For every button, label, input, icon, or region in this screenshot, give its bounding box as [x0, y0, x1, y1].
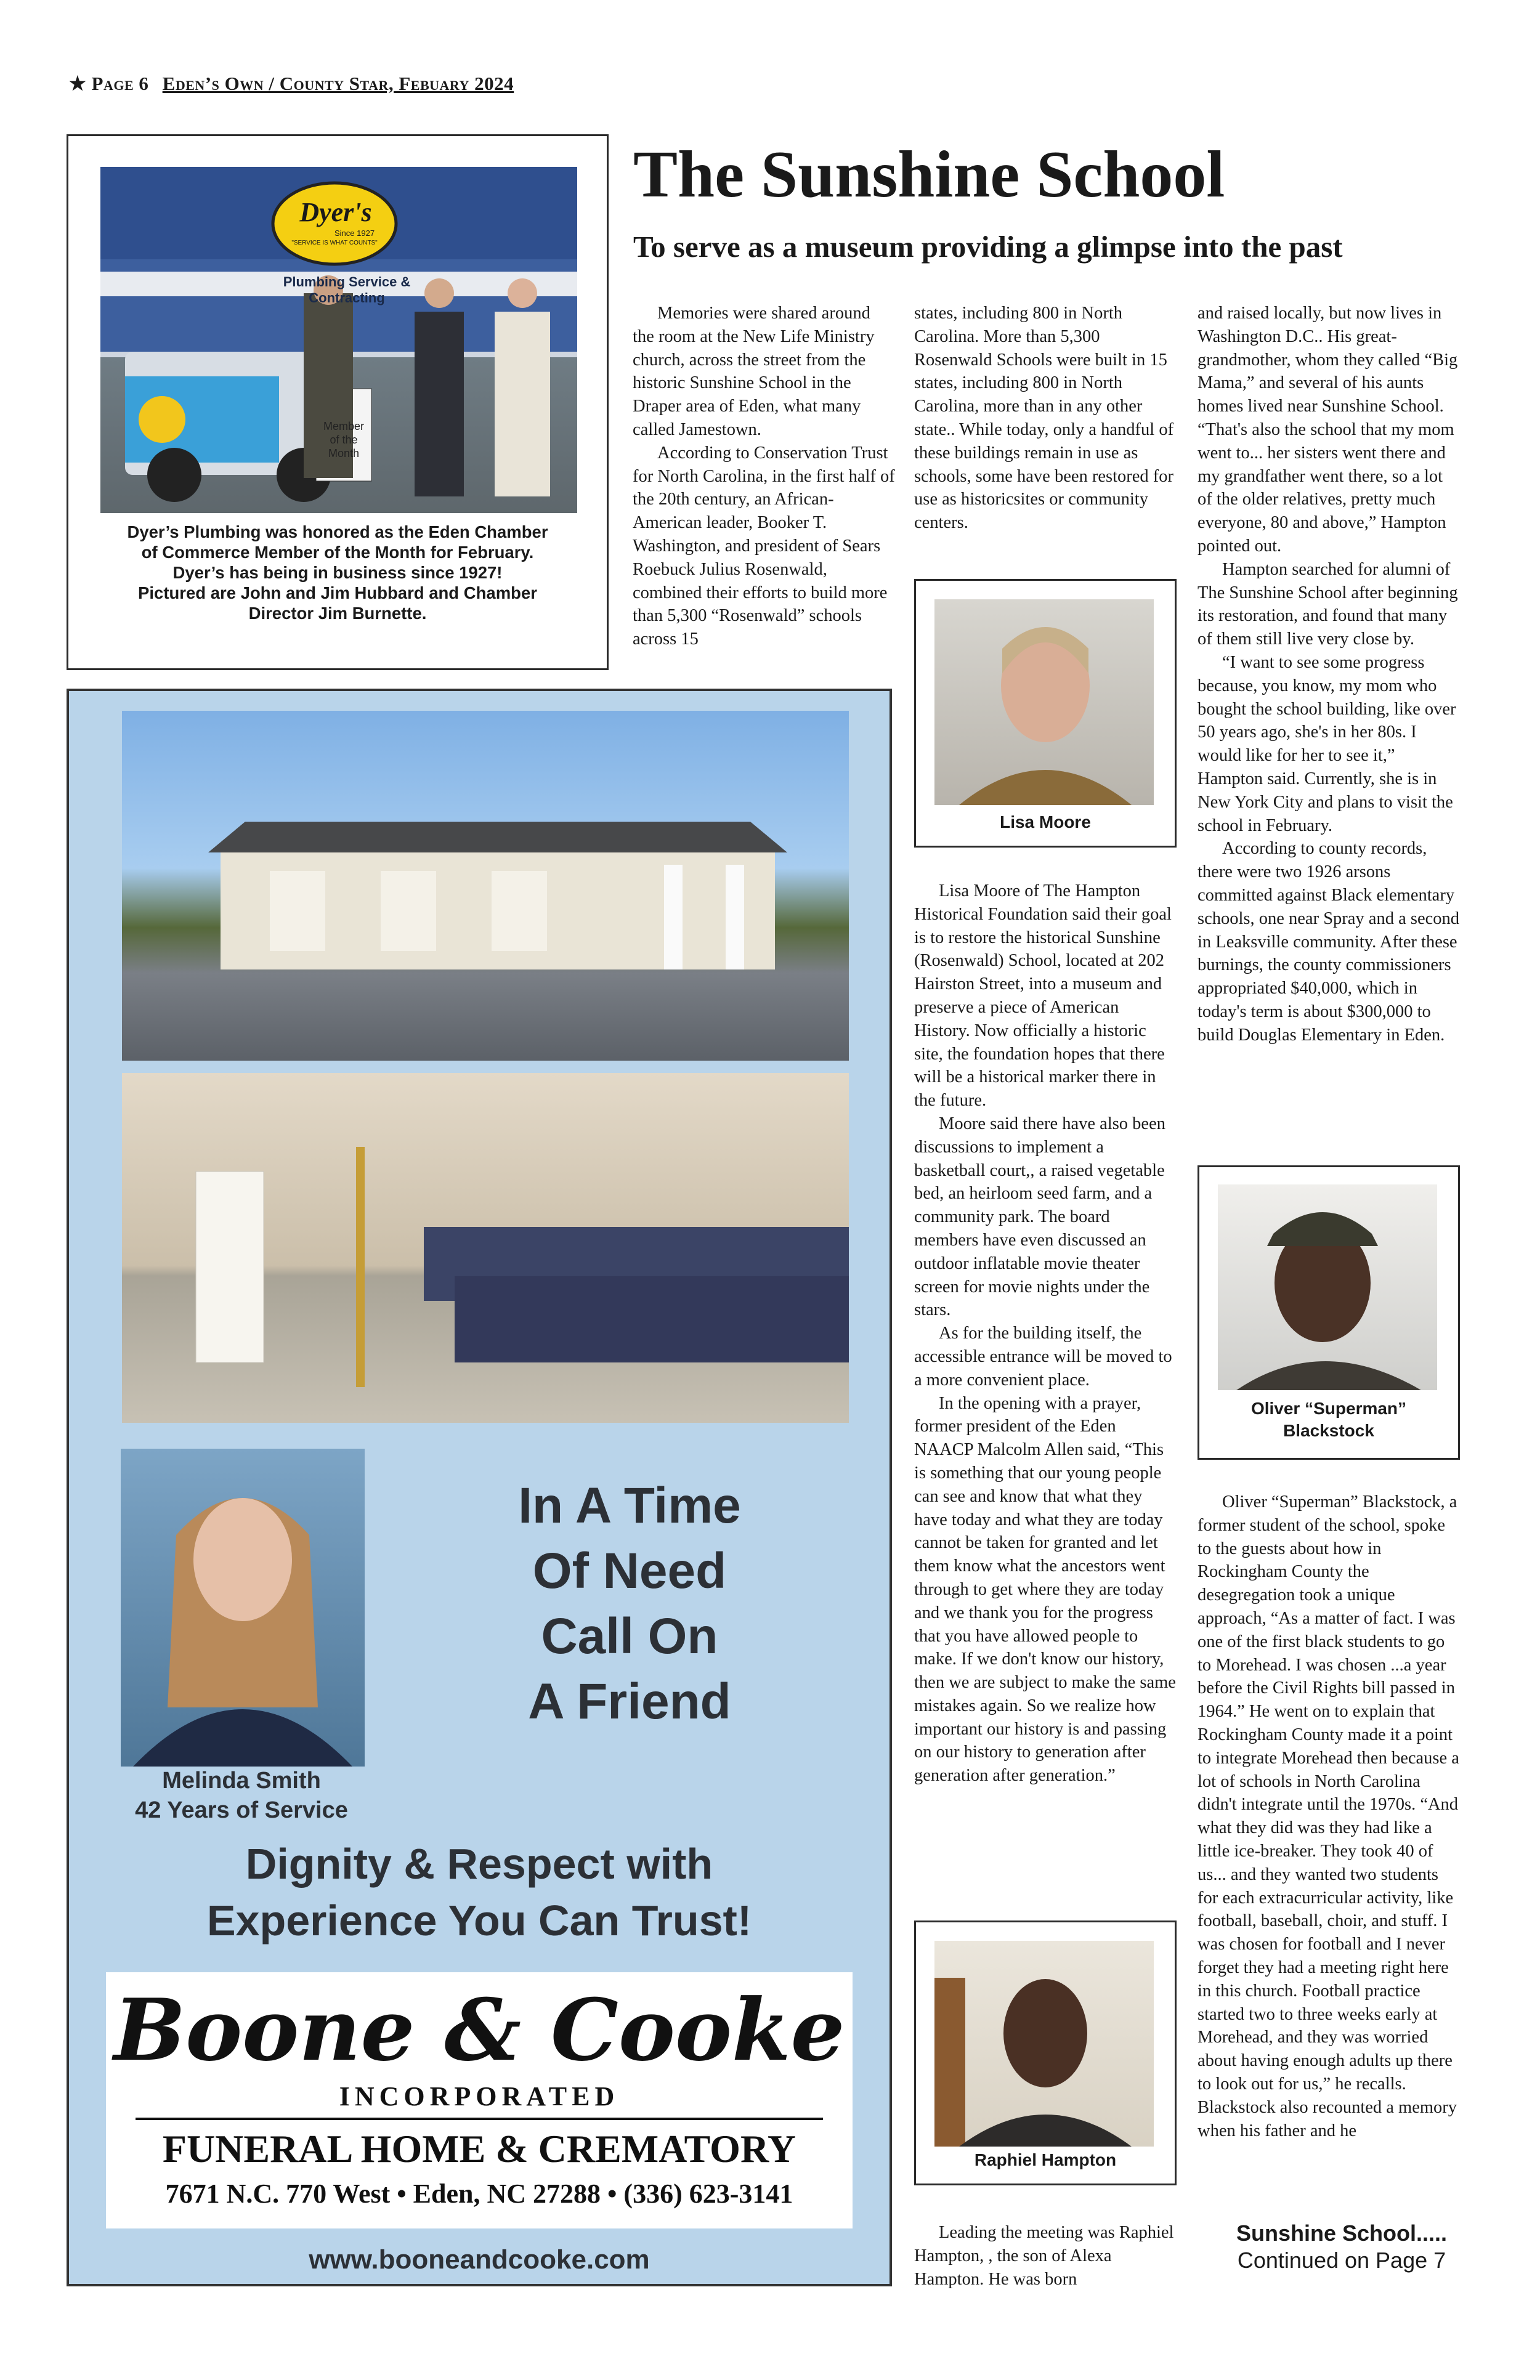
boone-cooke-logo [106, 1972, 853, 2228]
headline-line: In A Time [518, 1478, 741, 1534]
headline-line: A Friend [528, 1674, 731, 1730]
portrait-silhouette [934, 599, 1154, 805]
page-header [69, 73, 514, 95]
paragraph: In the opening with a prayer, former president of the Eden NAACP Malcolm Allen said, “This is something that our young people can see and know that what they have today and what they are today cannot be taken for granted and let them know what the ancestors went through to get where they are today and we thank you for the progress that you have allowed people to make. If we don't know our history, then we are subject to make the same mistakes again. So we realize how important our history is and passing on our history to generation after generation after generation.” [914, 1393, 1176, 1786]
caption-line: Blackstock [1283, 1421, 1374, 1440]
ad-tagline [69, 1836, 890, 1949]
logo-incorporated: INCORPORATED [339, 2081, 620, 2111]
tagline-line: Dignity & Respect with [245, 1840, 713, 1888]
article-column-2-bottom [914, 2221, 1177, 2291]
lisa-moore-photo [934, 599, 1154, 805]
portrait-silhouette [934, 1941, 1154, 2147]
building-exterior-photo [122, 711, 849, 1061]
continued-title: Sunshine School..... [1236, 2220, 1448, 2246]
logo-subtitle: FUNERAL HOME & CREMATORY [162, 2127, 796, 2171]
caption-line: of Commerce Member of the Month for February. [141, 543, 534, 562]
dyers-sign-subtitle: Plumbing Service & Contracting [283, 274, 411, 306]
continued-notice [1206, 2220, 1477, 2274]
logo-divider [136, 2118, 823, 2120]
chapel-interior-photo [122, 1073, 849, 1423]
award-sign: Member of the Month [323, 420, 364, 459]
paragraph: As for the building itself, the accessible entrance will be moved to a more convenient place. [914, 1324, 1172, 1390]
caption-line: Dyer’s has being in business since 1927! [172, 563, 503, 582]
melinda-smith-service: 42 Years of Service [135, 1797, 348, 1823]
article-column-1 [633, 302, 895, 651]
ad-headline [414, 1473, 845, 1734]
oliver-blackstock-photo [1218, 1184, 1437, 1390]
paragraph: Hampton searched for alumni of The Sunshine School after beginning its restoration, and found that many of them still live very close by. [1198, 559, 1458, 649]
paragraph: Leading the meeting was Raphiel Hampton, , the son of Alexa Hampton. He was born [914, 2223, 1174, 2289]
dyers-sign-logo: Dyer's [299, 197, 372, 227]
caption-line: Pictured are John and Jim Hubbard and Chamber [138, 583, 537, 602]
article-title: The Sunshine School [633, 138, 1225, 211]
chapel-illustration [122, 1073, 849, 1423]
website-link[interactable]: www.booneandcooke.com [309, 2244, 650, 2275]
article-subtitle: To serve as a museum providing a glimpse into the past [633, 230, 1343, 264]
building-illustration [122, 711, 849, 1061]
article-column-2-top [914, 302, 1177, 535]
paragraph: states, including 800 in North Carolina. More than 5,300 Rosenwald Schools were built in 15 states, including 800 in North Carolina, more than in any other state.. While today, only a handful of these buildings remain in use as schools, some have been restored for use as historicsites or community centers. [914, 304, 1174, 533]
caption-line: Dyer’s Plumbing was honored as the Eden Chamber [127, 522, 548, 541]
melinda-smith-name: Melinda Smith [162, 1768, 321, 1794]
headline-line: Call On [541, 1608, 718, 1664]
lisa-moore-caption: Lisa Moore [1000, 812, 1091, 832]
paragraph: and raised locally, but now lives in Washington D.C.. His great-grandmother, whom they called “Big Mama,” and several of his aunts homes lived near Sunshine School. “That's also the school that my mom went to... her sisters went there and my grandfather went there, so a lot of the older relatives, pretty much everyone, 80 and above,” Hampton pointed out. [1198, 304, 1458, 556]
oliver-blackstock-photo-box [1198, 1165, 1460, 1460]
paragraph: According to Conservation Trust for North Carolina, in the first half of the 20th century, an African-American leader, Booker T. Washington, and president of Sears Roebuck Julius Rosenwald, combined their efforts to build more than 5,300 “Rosenwald” schools across 15 [633, 443, 895, 649]
caption-line: Director Jim Burnette. [248, 604, 427, 623]
logo-address: 7671 N.C. 770 West • Eden, NC 27288 • (336) 623-3141 [165, 2179, 793, 2209]
dyers-sign-since: Since 1927 [334, 229, 375, 238]
portrait-silhouette [121, 1449, 365, 1767]
article-column-3-top [1198, 302, 1460, 1047]
publication-name: Eden’s Own / County Star, Febuary 2024 [162, 73, 514, 94]
melinda-smith-photo [121, 1449, 365, 1767]
caption-line: Oliver “Superman” [1250, 1399, 1407, 1418]
dyers-photo-box [67, 134, 609, 670]
paragraph: Memories were shared around the room at the New Life Ministry church, across the street from the historic Sunshine School in the Draper area of Eden, what many called Jamestown. [633, 304, 875, 439]
dyers-caption [81, 522, 594, 623]
oliver-blackstock-caption [1199, 1398, 1458, 1442]
portrait-silhouette [1218, 1184, 1437, 1390]
paragraph: Lisa Moore of The Hampton Historical Foundation said their goal is to restore the historical Sunshine (Rosenwald) School, located at 202 Hairston Street, into a museum and preserve a piece of American History. Now officially a historic site, the foundation hopes that there will be a historical marker there in the future. [914, 881, 1172, 1111]
star-icon: ★ [69, 73, 87, 94]
raphiel-hampton-caption: Raphiel Hampton [974, 2150, 1117, 2169]
article-column-2-mid [914, 880, 1177, 1787]
continued-link[interactable]: Continued on Page 7 [1237, 2248, 1446, 2273]
raphiel-hampton-photo [934, 1941, 1154, 2147]
paragraph: “I want to see some progress because, you know, my mom who bought the school building, like over 50 years ago, she's in her 80s. I would like for her to see it,” Hampton said. Currently, she is in New York City and plans to visit the school in February. [1198, 652, 1456, 835]
funeral-home-ad [67, 689, 892, 2286]
tagline-line: Experience You Can Trust! [206, 1896, 752, 1945]
headline-line: Of Need [532, 1543, 727, 1599]
article-column-3-bottom [1198, 1491, 1460, 2142]
dyers-photo [100, 167, 577, 513]
logo-name: Boone & Cooke [113, 1980, 845, 2080]
paragraph: Oliver “Superman” Blackstock, a former student of the school, spoke to the guests about how in Rockingham County the desegregation took a unique approach, “As a matter of fact. I was one of the first black students to go to Morehead. I was chosen ...a year before the Civil Rights bill passed in 1964.” He went on to explain that Rockingham County made it a point to integrate Morehead then because a lot of schools in North Carolina didn't integrate until the 1970s. “And what they did was they had like a little ice-breaker. They took 40 of us... and they wanted two students for each extracurricular activity, like football, baseball, choir, and stuff. I was chosen for football and I never forget they had a meeting right here in this church. Football practice started two to three weeks early at Morehead, and they was worried about having enough adults up there to look out for us,” he recalls. Blackstock also recounted a memory when his father and he [1198, 1492, 1459, 2140]
lisa-moore-photo-box [914, 579, 1177, 848]
page-number: Page 6 [91, 73, 149, 94]
raphiel-hampton-photo-box [914, 1921, 1177, 2185]
dyers-sign-motto: "SERVICE IS WHAT COUNTS" [291, 240, 378, 246]
paragraph: According to county records, there were two 1926 arsons committed against Black elementary schools, one near Spray and a second in Leaksville community. After these burnings, the county commissioners appropriated $40,000, which in today's term is about $300,000 to build Douglas Elementary in Eden. [1198, 839, 1459, 1045]
paragraph: Moore said there have also been discussions to implement a basketball court,, a raised vegetable bed, an heirloom seed farm, and a community park. The board members have even discussed an outdoor inflatable movie theater screen for movie nights under the stars. [914, 1114, 1165, 1320]
